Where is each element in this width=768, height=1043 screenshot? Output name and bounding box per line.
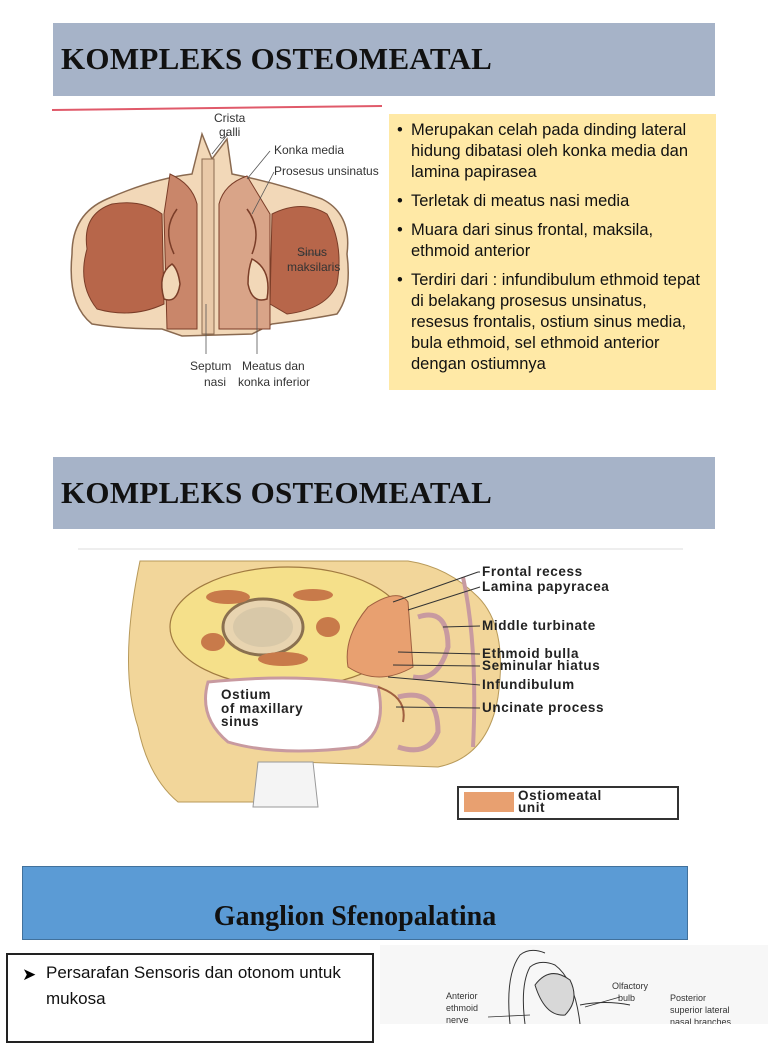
label-ostium: Ostium [221,687,272,702]
slide2-title-bar [53,457,715,529]
label-crista: Crista [214,111,246,125]
label-frontal-recess: Frontal recess [482,564,583,579]
bullet-item: • Terdiri dari : infundibulum ethmoid tepat di belakang prosesus unsinatus, resesus frontalis, ostium sinus media, bula ethmoid, sel ethmoid anterior dengan ostiumnya [395,270,708,375]
label-nasal-branches: nasal branches [670,1017,732,1024]
legend-label-line1: Ostiomeatal [518,788,602,803]
arrow-bullet-icon: ➤ [22,965,37,984]
left-nasal-cavity [164,174,197,329]
bullet-item: • Terletak di meatus nasi media [395,191,708,212]
label-konka-media: Konka media [274,143,345,157]
label-ethmoid: ethmoid [446,1003,479,1013]
slide1-bullet-box [389,114,716,390]
label-olfactory: Olfactory [612,981,649,991]
legend-swatch [464,792,514,812]
legend-label-line2: unit [518,800,546,815]
label-konka-inferior: konka inferior [238,375,311,389]
slide1-title-bar [53,23,715,96]
slide2-title: KOMPLEKS OSTEOMEATAL [61,475,493,510]
label-nasi: nasi [204,375,227,389]
bullet-item: • Merupakan celah pada dinding lateral hidung dibatasi oleh konka media dan lamina papirasea [395,120,708,183]
label-lamina-papyracea: Lamina papyracea [482,579,610,594]
slide3-note-text: Persarafan Sensoris dan otonom untuk mukosa [46,963,341,1008]
label-septum: Septum [190,359,232,373]
slide1-title: KOMPLEKS OSTEOMEATAL [61,41,493,76]
slide3-ganglion-figure [380,945,768,1024]
label-meatus-dan: Meatus dan [242,359,305,373]
label-anterior: Anterior [446,991,478,1001]
label-nerve: nerve [446,1015,469,1024]
label-seminular-hiatus: Seminular hiatus [482,658,601,673]
label-bulb: bulb [618,993,636,1003]
slide1-bullet-list [395,120,708,375]
label-uncinate-process: Uncinate process [482,700,605,715]
slide2-ostiomeatal-figure [78,547,688,827]
label-maksilaris: maksilaris [287,260,341,274]
slide3-title-bar [22,866,688,940]
slide3-note-box [6,953,374,1043]
slide1-sinus-figure [52,104,382,409]
label-middle-turbinate: Middle turbinate [482,618,596,633]
tooth [253,762,318,807]
label-galli: galli [219,125,241,139]
slide3-title: Ganglion Sfenopalatina [213,901,497,932]
label-posterior: Posterior [670,993,707,1003]
left-maxillary-sinus [84,203,164,313]
label-infundibulum: Infundibulum [482,677,575,692]
label-superior-lateral: superior lateral [670,1005,730,1015]
label-sinus: sinus [221,714,260,729]
figure-top-line [52,106,382,110]
septum [202,159,214,334]
label-prosesus-unsinatus: Prosesus unsinatus [274,164,379,178]
label-of-maxillary: of maxillary [221,701,304,716]
bullet-item: • Muara dari sinus frontal, maksila, ethmoid anterior [395,220,708,262]
label-ethmoid-bulla: Ethmoid bulla [482,646,580,661]
label-sinus: Sinus [297,245,328,259]
